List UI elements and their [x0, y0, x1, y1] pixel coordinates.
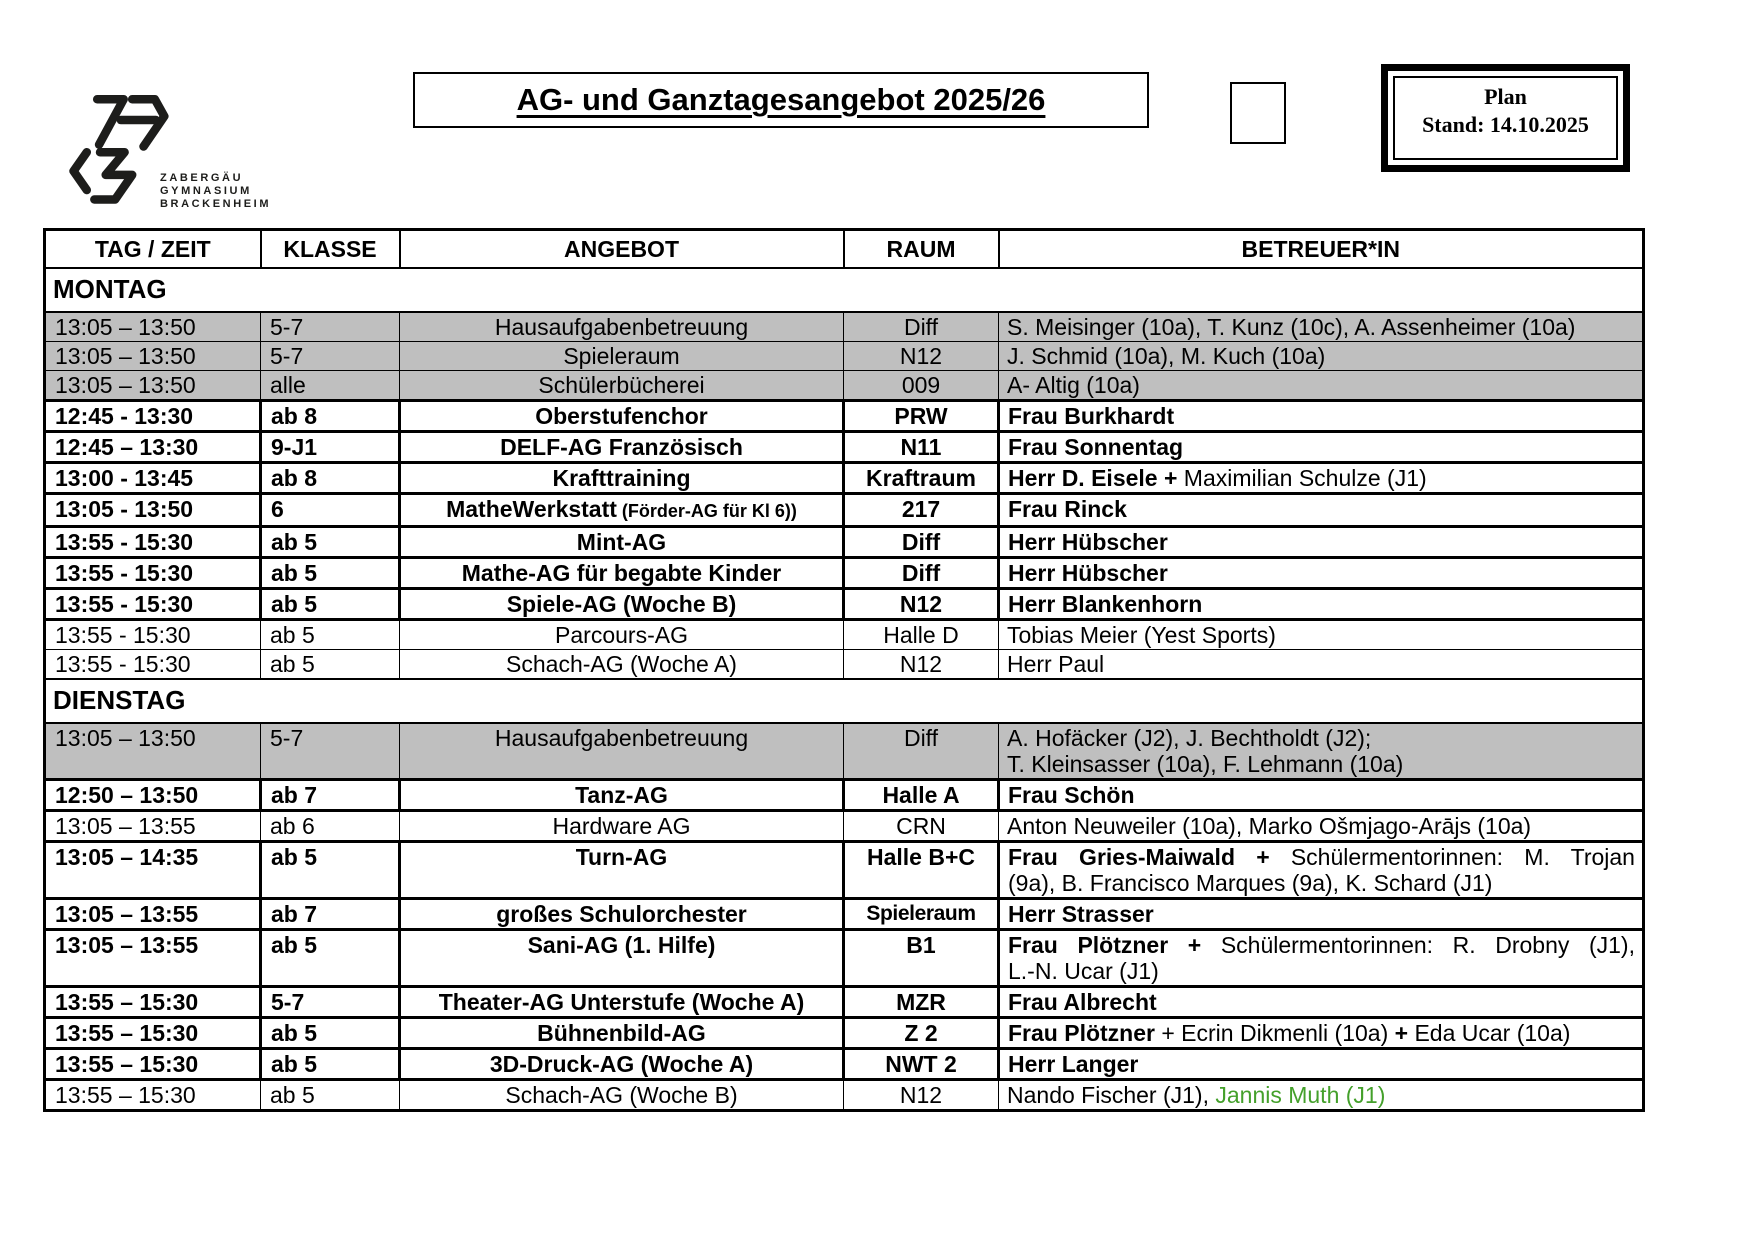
time-cell: 13:05 – 13:55 [45, 930, 261, 987]
schedule-row [45, 312, 1644, 342]
klasse-cell: ab 5 [261, 1049, 400, 1080]
raum-cell: Diff [844, 312, 999, 342]
schedule-row [45, 342, 1644, 371]
betreuer-name: T. Kleinsasser (10a), F. Lehmann (10a) [1007, 751, 1404, 777]
betreuer-name: Herr Hübscher [1008, 560, 1168, 586]
betreuer-name: Herr Paul [1007, 651, 1105, 677]
time-cell: 13:05 – 13:50 [45, 723, 261, 780]
angebot-cell [400, 811, 844, 842]
betreuer-line [1008, 932, 1635, 958]
angebot-cell [400, 463, 844, 494]
day-section-header: MONTAG [45, 268, 1644, 312]
betreuer-cell [999, 780, 1644, 811]
angebot-cell [400, 312, 844, 342]
angebot-label: Hausaufgabenbetreuung [494, 725, 749, 751]
schedule-row [45, 1018, 1644, 1049]
betreuer-line [1008, 958, 1635, 984]
betreuer-cell [999, 723, 1644, 780]
betreuer-line [1007, 1082, 1635, 1108]
betreuer-cell [999, 1018, 1644, 1049]
schedule-row [45, 620, 1644, 650]
angebot-cell [400, 899, 844, 930]
angebot-label: Bühnenbild-AG [537, 1020, 706, 1046]
column-header-raum: RAUM [844, 230, 999, 269]
angebot-note: (Förder-AG für Kl 6)) [616, 501, 797, 521]
betreuer-name: A- Altig (10a) [1007, 372, 1140, 398]
raum-cell: 217 [844, 494, 999, 527]
klasse-cell: ab 8 [261, 401, 400, 432]
angebot-cell [400, 650, 844, 680]
betreuer-cell [999, 432, 1644, 463]
betreuer-line [1008, 403, 1635, 429]
raum-cell: Diff [844, 723, 999, 780]
raum-cell: N12 [844, 342, 999, 371]
betreuer-name: Frau Plötzner + [1008, 932, 1221, 958]
betreuer-name: Herr Strasser [1008, 901, 1154, 927]
betreuer-name: Herr Langer [1008, 1051, 1139, 1077]
schedule-row [45, 527, 1644, 558]
angebot-cell [400, 780, 844, 811]
betreuer-line [1007, 343, 1635, 369]
betreuer-line [1007, 813, 1635, 839]
time-cell: 13:55 – 15:30 [45, 987, 261, 1018]
raum-cell: Diff [844, 527, 999, 558]
time-cell: 13:55 - 15:30 [45, 589, 261, 620]
plan-stamp [1381, 64, 1630, 172]
betreuer-line [1007, 751, 1635, 777]
betreuer-cell [999, 811, 1644, 842]
betreuer-line [1007, 314, 1635, 340]
betreuer-cell [999, 558, 1644, 589]
time-cell: 13:05 – 13:50 [45, 312, 261, 342]
betreuer-cell [999, 650, 1644, 680]
betreuer-name: A. Hofäcker (J2), J. Bechtholdt (J2); [1007, 725, 1372, 751]
raum-cell: Spieleraum [844, 899, 999, 930]
plan-stamp-inner [1393, 76, 1618, 160]
betreuer-line [1007, 372, 1635, 398]
raum-cell: N11 [844, 432, 999, 463]
angebot-label: Hausaufgabenbetreuung [494, 314, 749, 340]
time-cell: 13:05 – 13:50 [45, 371, 261, 401]
angebot-label: Theater-AG Unterstufe (Woche A) [438, 989, 805, 1015]
angebot-label: Parcours-AG [555, 622, 688, 648]
column-header-angebot: ANGEBOT [400, 230, 844, 269]
betreuer-name: Frau Schön [1008, 782, 1135, 808]
betreuer-line [1008, 844, 1635, 870]
betreuer-name: Frau Burkhardt [1008, 403, 1175, 429]
betreuer-cell [999, 930, 1644, 987]
angebot-label: Turn-AG [575, 844, 668, 870]
betreuer-name: Herr Hübscher [1008, 529, 1168, 555]
time-cell: 13:00 - 13:45 [45, 463, 261, 494]
angebot-label: Spiele-AG (Woche B) [506, 591, 737, 617]
betreuer-name: + Ecrin Dikmenli (10a) [1154, 1020, 1395, 1046]
betreuer-name: Herr D. Eisele + [1008, 465, 1184, 491]
betreuer-name: Eda Ucar (10a) [1408, 1020, 1571, 1046]
plan-label: Plan [1484, 84, 1527, 109]
angebot-label: Tanz-AG [575, 782, 668, 808]
time-cell: 13:55 – 15:30 [45, 1018, 261, 1049]
klasse-cell: 6 [261, 494, 400, 527]
angebot-cell [400, 558, 844, 589]
angebot-cell [400, 723, 844, 780]
klasse-cell: 5-7 [261, 723, 400, 780]
raum-cell: N12 [844, 1080, 999, 1111]
klasse-cell: 5-7 [261, 312, 400, 342]
schedule-row [45, 811, 1644, 842]
time-cell: 13:55 – 15:30 [45, 1049, 261, 1080]
klasse-cell: 9-J1 [261, 432, 400, 463]
angebot-label: Schülerbücherei [538, 372, 705, 398]
schedule-row [45, 650, 1644, 680]
betreuer-line [1008, 989, 1635, 1015]
schedule-row [45, 780, 1644, 811]
empty-box [1230, 82, 1286, 144]
schedule-row [45, 899, 1644, 930]
betreuer-name: Herr Blankenhorn [1008, 591, 1203, 617]
angebot-cell [400, 401, 844, 432]
angebot-cell [400, 842, 844, 899]
title-box [413, 72, 1149, 128]
schedule-row [45, 987, 1644, 1018]
betreuer-cell [999, 312, 1644, 342]
raum-cell: Halle B+C [844, 842, 999, 899]
betreuer-line [1008, 529, 1635, 555]
klasse-cell: ab 6 [261, 811, 400, 842]
betreuer-name: Maximilian Schulze (J1) [1183, 465, 1427, 491]
betreuer-name: J. Schmid (10a), M. Kuch (10a) [1007, 343, 1326, 369]
betreuer-cell [999, 342, 1644, 371]
betreuer-name: S. Meisinger (10a), T. Kunz (10c), A. Assenheimer (10a) [1007, 314, 1576, 340]
betreuer-line [1008, 465, 1635, 491]
school-name-line: BRACKENHEIM [160, 197, 272, 210]
betreuer-name: L.-N. Ucar (J1) [1008, 958, 1159, 984]
klasse-cell: 5-7 [261, 342, 400, 371]
schedule-row [45, 589, 1644, 620]
betreuer-cell [999, 589, 1644, 620]
betreuer-line [1008, 496, 1635, 522]
betreuer-line [1007, 725, 1635, 751]
angebot-cell [400, 620, 844, 650]
day-section-row [45, 268, 1644, 312]
betreuer-cell [999, 1080, 1644, 1111]
column-header-tag-zeit: TAG / ZEIT [45, 230, 261, 269]
betreuer-cell [999, 620, 1644, 650]
raum-cell: Diff [844, 558, 999, 589]
raum-cell: PRW [844, 401, 999, 432]
column-header-klasse: KLASSE [261, 230, 400, 269]
angebot-label: Mathe-AG für begabte Kinder [461, 560, 782, 586]
betreuer-name: Nando Fischer (J1), [1007, 1082, 1216, 1108]
betreuer-name: + [1394, 1020, 1409, 1046]
klasse-cell: ab 5 [261, 930, 400, 987]
time-cell: 13:05 - 13:50 [45, 494, 261, 527]
angebot-label: Schach-AG (Woche A) [506, 651, 737, 677]
betreuer-name: Frau Plötzner [1008, 1020, 1155, 1046]
day-section-row [45, 679, 1644, 723]
betreuer-cell [999, 463, 1644, 494]
betreuer-name: Frau Rinck [1008, 496, 1127, 522]
angebot-cell [400, 1080, 844, 1111]
time-cell: 13:55 - 15:30 [45, 620, 261, 650]
time-cell: 13:05 – 13:55 [45, 811, 261, 842]
angebot-label: Sani-AG (1. Hilfe) [527, 932, 716, 958]
time-cell: 13:55 – 15:30 [45, 1080, 261, 1111]
schedule-row [45, 558, 1644, 589]
angebot-cell [400, 342, 844, 371]
angebot-cell [400, 930, 844, 987]
klasse-cell: alle [261, 371, 400, 401]
raum-cell: N12 [844, 650, 999, 680]
day-section-header: DIENSTAG [45, 679, 1644, 723]
raum-cell: N12 [844, 589, 999, 620]
raum-cell: Halle D [844, 620, 999, 650]
schedule-row [45, 842, 1644, 899]
raum-cell: Kraftraum [844, 463, 999, 494]
betreuer-cell [999, 842, 1644, 899]
schedule-row [45, 432, 1644, 463]
betreuer-name: Frau Albrecht [1008, 989, 1157, 1015]
betreuer-line [1008, 901, 1635, 927]
betreuer-line [1008, 870, 1635, 896]
raum-cell: NWT 2 [844, 1049, 999, 1080]
plan-date: Stand: 14.10.2025 [1422, 111, 1589, 137]
time-cell: 12:45 – 13:30 [45, 432, 261, 463]
betreuer-cell [999, 987, 1644, 1018]
klasse-cell: ab 5 [261, 842, 400, 899]
betreuer-cell [999, 401, 1644, 432]
page-title: AG- und Ganztagesangebot 2025/26 [516, 82, 1046, 117]
angebot-label: Schach-AG (Woche B) [505, 1082, 738, 1108]
klasse-cell: ab 5 [261, 558, 400, 589]
header-row [45, 230, 1644, 269]
column-header-betreuer: BETREUER*IN [999, 230, 1644, 269]
angebot-label: Spieleraum [563, 343, 680, 369]
angebot-label: MatheWerkstatt [446, 496, 617, 522]
klasse-cell: ab 5 [261, 589, 400, 620]
schedule-row [45, 930, 1644, 987]
schedule-table [43, 228, 1645, 1112]
angebot-label: DELF-AG Französisch [500, 434, 743, 460]
klasse-cell: ab 7 [261, 780, 400, 811]
angebot-label: großes Schulorchester [496, 901, 747, 927]
angebot-label: Oberstufenchor [535, 403, 708, 429]
klasse-cell: 5-7 [261, 987, 400, 1018]
angebot-cell [400, 987, 844, 1018]
time-cell: 13:05 – 14:35 [45, 842, 261, 899]
betreuer-cell [999, 494, 1644, 527]
time-cell: 12:50 – 13:50 [45, 780, 261, 811]
klasse-cell: ab 5 [261, 1018, 400, 1049]
betreuer-name: Jannis Muth (J1) [1215, 1082, 1386, 1108]
betreuer-line [1008, 1051, 1635, 1077]
betreuer-line [1007, 651, 1635, 677]
klasse-cell: ab 7 [261, 899, 400, 930]
school-name-line: GYMNASIUM [160, 184, 252, 197]
raum-cell: B1 [844, 930, 999, 987]
angebot-cell [400, 494, 844, 527]
betreuer-name: Anton Neuweiler (10a), Marko Ošmjago-Arājs (10a) [1007, 813, 1532, 839]
betreuer-name: (9a), B. Francisco Marques (9a), K. Schard (J1) [1008, 870, 1493, 896]
betreuer-cell [999, 527, 1644, 558]
betreuer-line [1008, 591, 1635, 617]
schedule-row [45, 1049, 1644, 1080]
schedule-row [45, 371, 1644, 401]
klasse-cell: ab 8 [261, 463, 400, 494]
raum-cell: Halle A [844, 780, 999, 811]
betreuer-cell [999, 1049, 1644, 1080]
time-cell: 12:45 - 13:30 [45, 401, 261, 432]
betreuer-name: Frau Gries-Maiwald + [1008, 844, 1291, 870]
schedule-row [45, 723, 1644, 780]
angebot-cell [400, 527, 844, 558]
betreuer-line [1008, 1020, 1635, 1046]
time-cell: 13:55 - 15:30 [45, 527, 261, 558]
betreuer-name: Frau Sonnentag [1008, 434, 1184, 460]
angebot-label: Mint-AG [576, 529, 667, 555]
klasse-cell: ab 5 [261, 650, 400, 680]
angebot-cell [400, 1018, 844, 1049]
angebot-label: 3D-Druck-AG (Woche A) [489, 1051, 754, 1077]
klasse-cell: ab 5 [261, 527, 400, 558]
angebot-label: Krafttraining [552, 465, 691, 491]
schedule-body [45, 268, 1644, 1111]
raum-cell: 009 [844, 371, 999, 401]
betreuer-name: Schülermentorinnen: M. Trojan [1290, 844, 1635, 870]
angebot-cell [400, 1049, 844, 1080]
raum-cell: MZR [844, 987, 999, 1018]
angebot-cell [400, 432, 844, 463]
raum-cell: Z 2 [844, 1018, 999, 1049]
school-name-line: ZABERGÄU [160, 172, 244, 184]
angebot-label: Hardware AG [552, 813, 691, 839]
betreuer-line [1008, 782, 1635, 808]
betreuer-line [1008, 434, 1635, 460]
betreuer-name: Schülermentorinnen: R. Drobny (J1), [1220, 932, 1635, 958]
schedule-row [45, 401, 1644, 432]
betreuer-line [1008, 560, 1635, 586]
school-name [160, 172, 271, 211]
betreuer-line [1007, 622, 1635, 648]
betreuer-name: Tobias Meier (Yest Sports) [1007, 622, 1276, 648]
school-logo-icon [66, 86, 170, 208]
raum-cell: CRN [844, 811, 999, 842]
klasse-cell: ab 5 [261, 620, 400, 650]
angebot-cell [400, 589, 844, 620]
time-cell: 13:05 – 13:50 [45, 342, 261, 371]
klasse-cell: ab 5 [261, 1080, 400, 1111]
schedule-row [45, 494, 1644, 527]
time-cell: 13:55 - 15:30 [45, 650, 261, 680]
schedule-row [45, 463, 1644, 494]
angebot-cell [400, 371, 844, 401]
betreuer-cell [999, 899, 1644, 930]
time-cell: 13:55 - 15:30 [45, 558, 261, 589]
schedule-row [45, 1080, 1644, 1111]
betreuer-cell [999, 371, 1644, 401]
time-cell: 13:05 – 13:55 [45, 899, 261, 930]
